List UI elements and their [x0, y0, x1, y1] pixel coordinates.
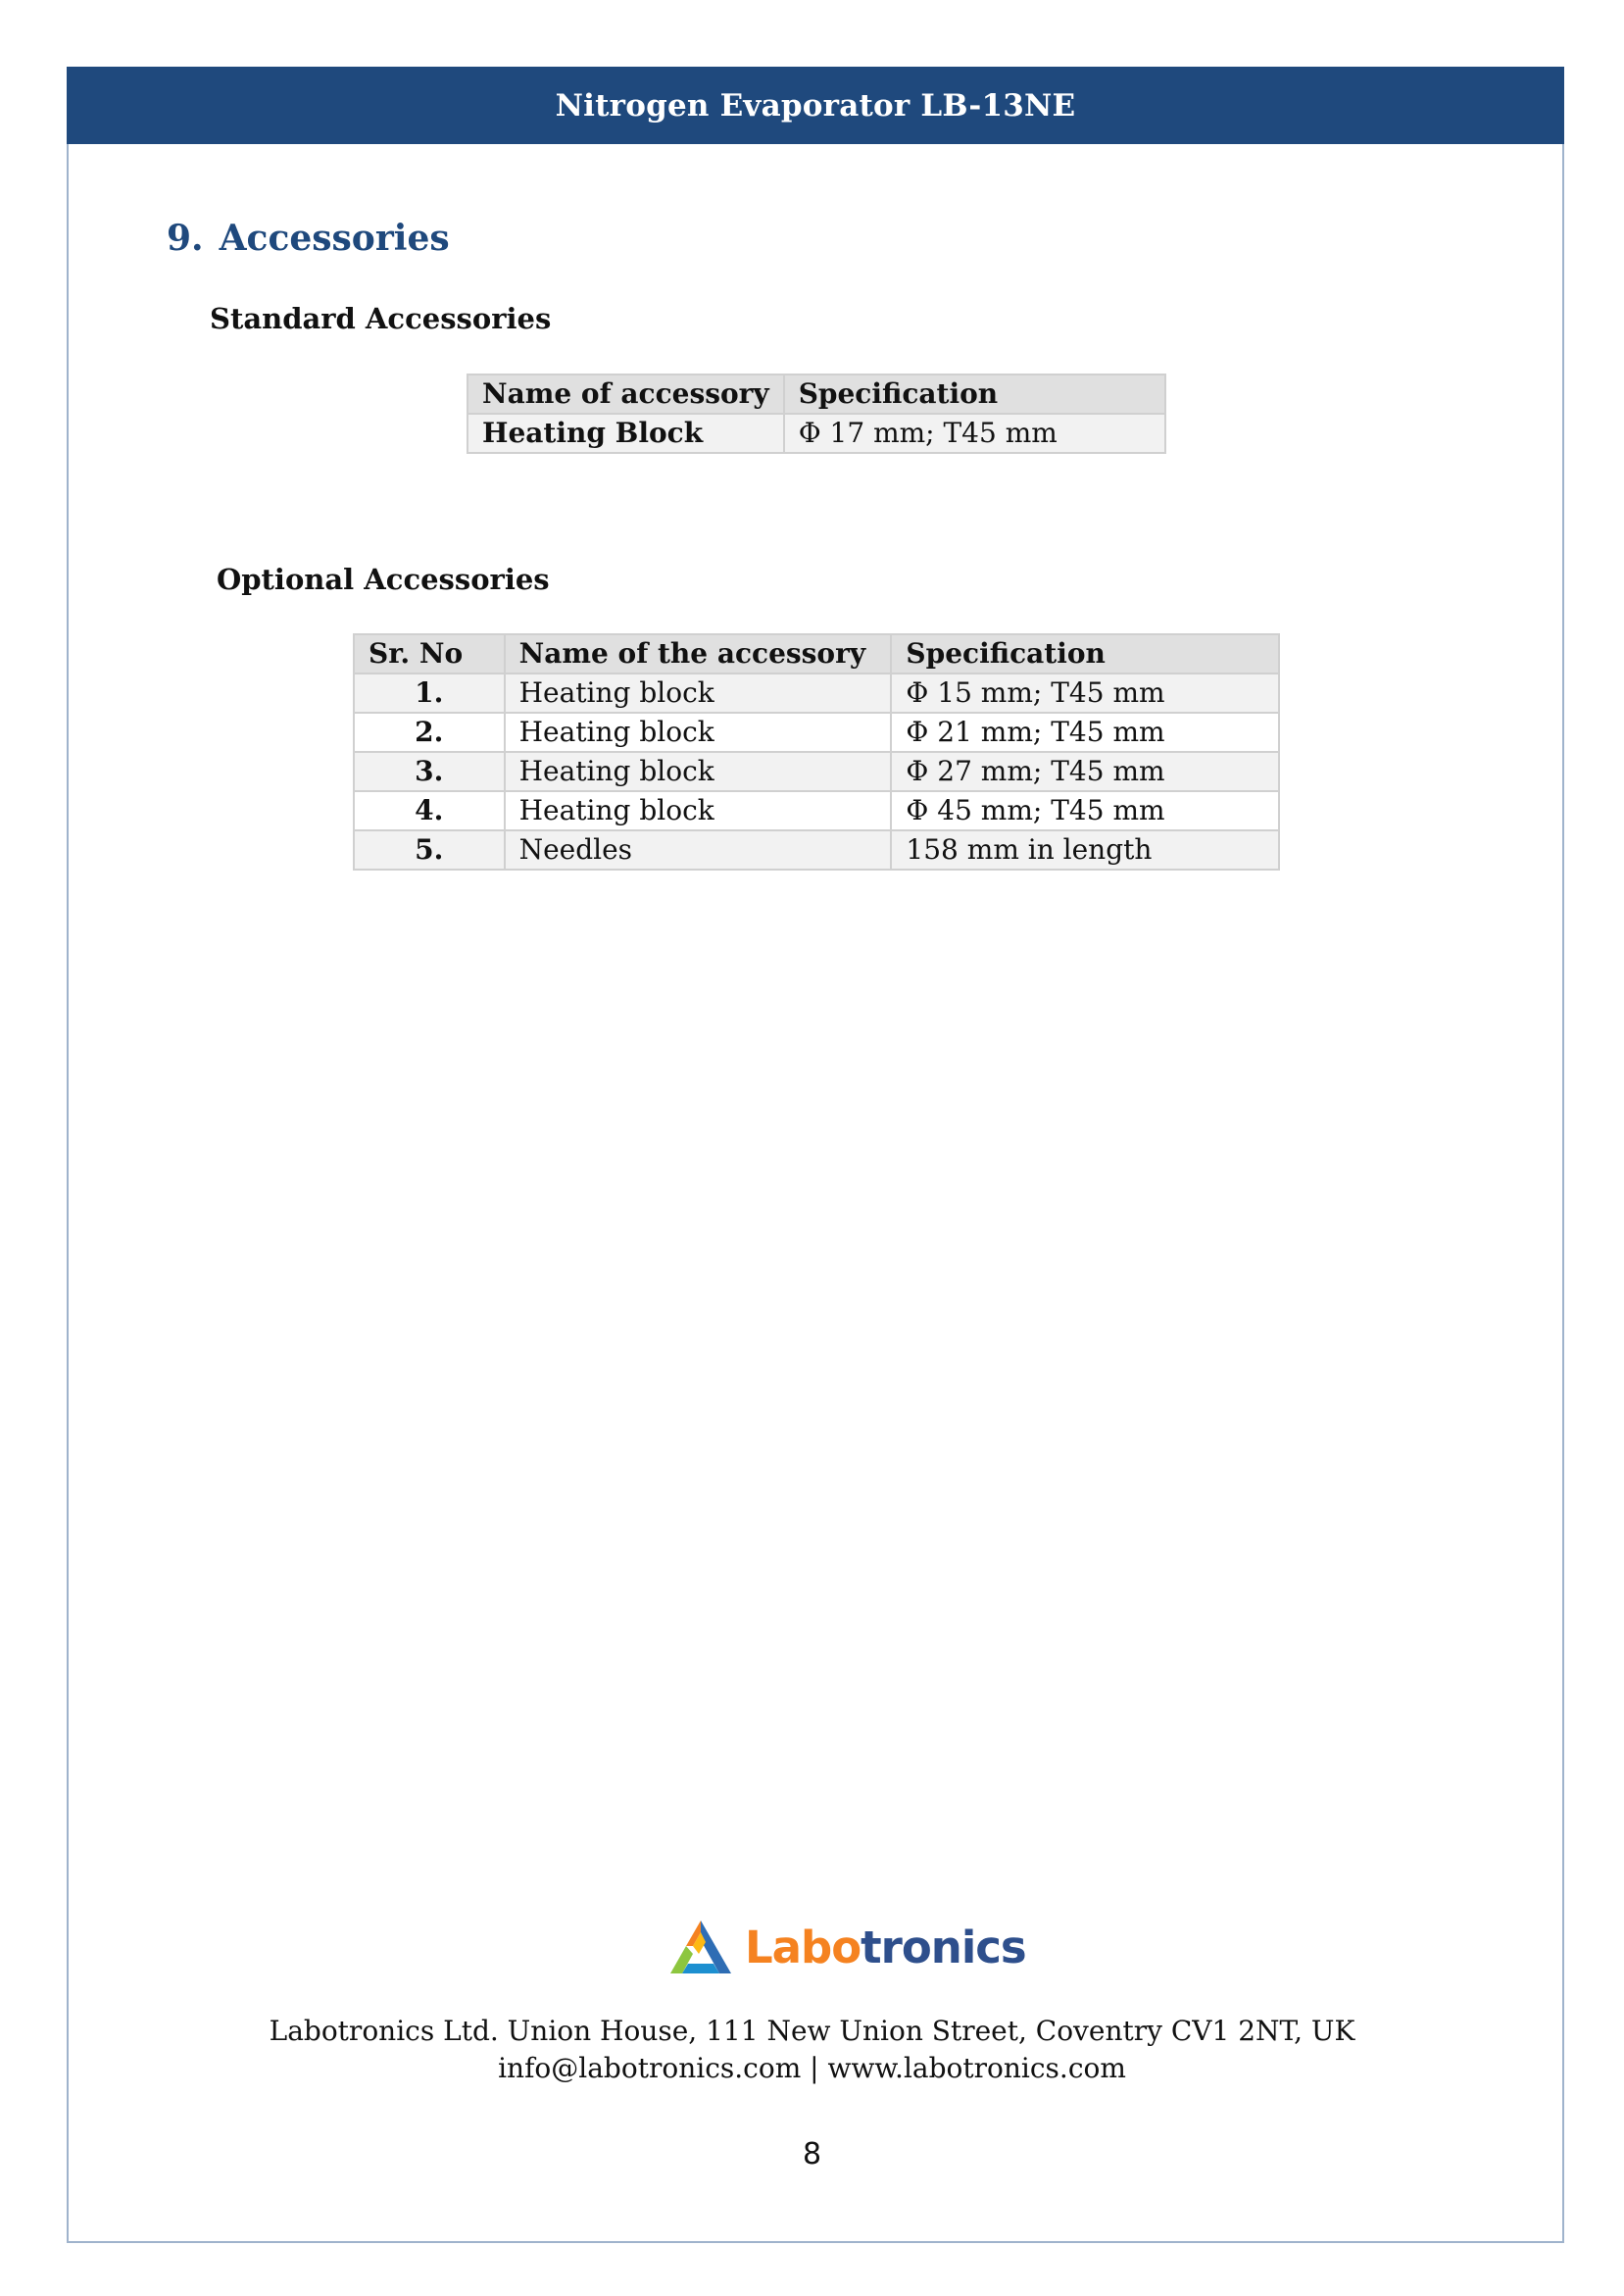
section-heading: [167, 218, 450, 259]
footer-contact: info@labotronics.com | www.labotronics.com: [498, 2052, 1126, 2084]
column-header-specification: Specification: [784, 374, 1165, 414]
table-row: [354, 752, 1279, 791]
specification-cell: Φ 21 mm; T45 mm: [891, 713, 1279, 752]
table-header-row: [468, 374, 1165, 414]
table-row: [354, 674, 1279, 713]
optional-accessories-table: [353, 633, 1280, 871]
optional-accessories-heading: Optional Accessories: [217, 563, 550, 596]
specification-cell: Φ 45 mm; T45 mm: [891, 791, 1279, 830]
serial-number-cell: 5.: [354, 830, 505, 870]
table-row: [354, 791, 1279, 830]
accessory-name-cell: Needles: [505, 830, 892, 870]
column-header-specification: Specification: [891, 634, 1279, 674]
section-number: 9.: [167, 218, 204, 259]
column-header-name: Name of accessory: [468, 374, 784, 414]
labotronics-logo: [666, 1917, 1026, 1977]
document-title: Nitrogen Evaporator LB-13NE: [555, 87, 1076, 124]
serial-number-cell: 4.: [354, 791, 505, 830]
section-title: Accessories: [219, 218, 450, 259]
accessory-name-cell: Heating block: [505, 674, 892, 713]
logo-text-labo: Labo: [745, 1921, 861, 1973]
table-row: [468, 414, 1165, 453]
page-number: 8: [802, 2137, 822, 2171]
standard-accessories-table: [467, 374, 1166, 454]
table-header-row: [354, 634, 1279, 674]
accessory-name-cell: Heating block: [505, 713, 892, 752]
table-row: [354, 713, 1279, 752]
serial-number-cell: 3.: [354, 752, 505, 791]
specification-cell: Φ 15 mm; T45 mm: [891, 674, 1279, 713]
footer-address: Labotronics Ltd. Union House, 111 New Union Street, Coventry CV1 2NT, UK: [269, 2015, 1355, 2047]
header-bar: [67, 67, 1564, 144]
specification-cell: Φ 17 mm; T45 mm: [784, 414, 1165, 453]
accessory-name-cell: Heating block: [505, 791, 892, 830]
logo-text-tronics: tronics: [861, 1921, 1026, 1973]
column-header-name: Name of the accessory: [505, 634, 892, 674]
column-header-sr-no: Sr. No: [354, 634, 505, 674]
serial-number-cell: 1.: [354, 674, 505, 713]
table-row: [354, 830, 1279, 870]
triangle-logo-icon: [666, 1917, 735, 1977]
standard-accessories-heading: Standard Accessories: [210, 302, 552, 335]
specification-cell: Φ 27 mm; T45 mm: [891, 752, 1279, 791]
accessory-name-cell: Heating Block: [468, 414, 784, 453]
accessory-name-cell: Heating block: [505, 752, 892, 791]
serial-number-cell: 2.: [354, 713, 505, 752]
specification-cell: 158 mm in length: [891, 830, 1279, 870]
